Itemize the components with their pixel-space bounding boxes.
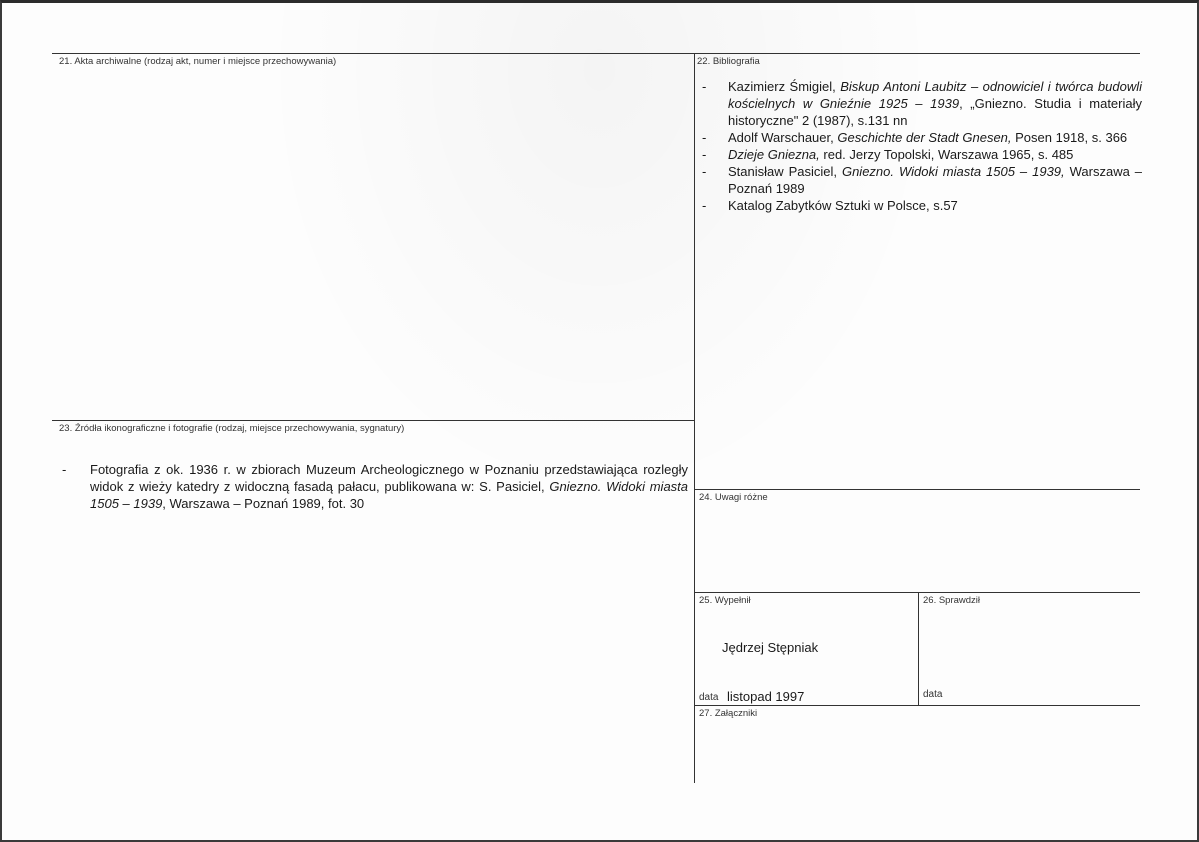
field-26-date-label: data (923, 689, 943, 700)
text-segment: , „Gniezno. Studia i materiały historyczne" 2 (1987), s.131 nn (728, 96, 1142, 128)
bibliography-item (702, 78, 1142, 129)
italic-title: Dzieje Gniezna, (728, 147, 820, 162)
list-dash: - (702, 198, 707, 213)
field-22-label: 22. Bibliografia (697, 56, 760, 67)
divider-25-26 (918, 592, 919, 706)
text-segment: , Warszawa – Poznań 1989, fot. 30 (162, 496, 365, 511)
field-21-label: 21. Akta archiwalne (rodzaj akt, numer i miejsce przechowywania) (59, 56, 337, 67)
text-segment: Posen 1918, s. 366 (1011, 130, 1128, 145)
italic-title: Geschichte der Stadt Gnesen, (837, 130, 1012, 145)
bibliography-item (702, 146, 1142, 163)
rule-25 (694, 592, 1140, 593)
italic-title: Gniezno. Widoki miasta 1505 – 1939, (841, 164, 1065, 179)
rule-24 (694, 489, 1140, 490)
rule-27 (694, 705, 1140, 706)
text-segment: red. Jerzy Topolski, Warszawa 1965, s. 485 (819, 147, 1074, 162)
list-dash: - (62, 462, 67, 477)
field-25-date-label: data (699, 692, 719, 703)
iconography-list (62, 461, 688, 512)
field-27-label: 27. Załączniki (699, 708, 758, 719)
text-segment: Stanisław Pasiciel, (728, 164, 842, 179)
list-dash: - (702, 130, 707, 145)
list-dash: - (702, 164, 707, 179)
text-segment: Warszawa – Poznań 1989 (728, 164, 1142, 196)
italic-title: Biskup Antoni Laubitz – odnowiciel i twórca budowli kościelnych w Gnieźnie 1925 – 1939 (728, 79, 1142, 111)
bibliography-item (702, 197, 1142, 214)
top-rule (52, 53, 1140, 54)
field-25-label: 25. Wypełnił (699, 595, 751, 606)
rule-23 (52, 420, 694, 421)
text-segment: Kazimierz Śmigiel, (728, 79, 841, 94)
field-23-label: 23. Źródła ikonograficzne i fotografie (rodzaj, miejsce przechowywania, sygnatury) (59, 423, 405, 434)
list-dash: - (702, 147, 707, 162)
bibliography-item (702, 129, 1142, 146)
center-divider (694, 53, 695, 783)
text-segment: Adolf Warschauer, (728, 130, 838, 145)
bibliography-item (702, 163, 1142, 197)
field-24-label: 24. Uwagi różne (699, 492, 768, 503)
field-26-label: 26. Sprawdził (923, 595, 981, 606)
list-dash: - (702, 79, 707, 94)
bibliography-list (702, 78, 1142, 214)
field-25-date-value: listopad 1997 (727, 689, 805, 704)
italic-title: Gniezno. Widoki miasta 1505 – 1939 (90, 479, 689, 511)
iconography-item (62, 461, 688, 512)
filler-name: Jędrzej Stępniak (722, 640, 819, 655)
text-segment: Fotografia z ok. 1936 r. w zbiorach Muzeum Archeologicznego w Poznaniu przedstawiająca rozległy widok z wieży katedry z widoczną fasadą pałacu, publikowana w: S. Pasiciel, (90, 462, 688, 494)
text-segment: Katalog Zabytków Sztuki w Polsce, s.57 (728, 198, 958, 213)
